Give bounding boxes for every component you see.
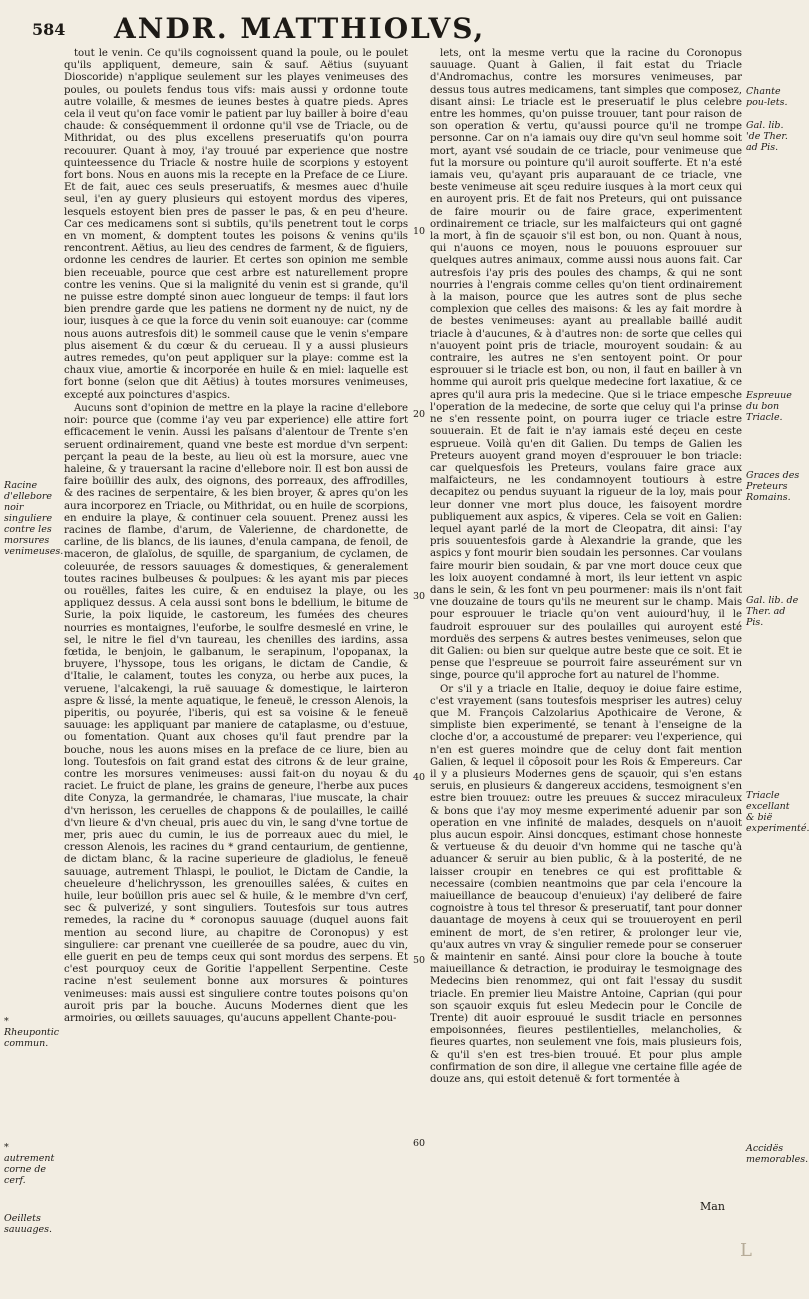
margin-note: Chante pou-lets. (746, 86, 788, 108)
line-number: 50 (412, 955, 426, 966)
right-column (430, 48, 742, 1086)
line-number: 60 (412, 1138, 426, 1149)
paragraph: tout le venin. Ce qu'ils cognoissent quand la poule, ou le poulet qu'ils appliquent, demeure, sain & sauf. Aëtius (suyuant Dioscoride) n'applique seulement sur les playes venimeuses des poules, ou poulets fendus tous vifs: mais aussi y ordonne toute autre volaille, & mesmes de ieunes bestes à quatre pieds. Apres cela il veut qu'on face vomir le patient par luy bailler à boire d'eau chaude: & conséquemment il ordonne qu'il vse de Triacle, ou de Mithridat, ou des plus excellens preseruatifs qu'on pourra recouurer. Quant à moy, i'ay trouué par experience que nostre quinteessence du Triacle & nostre huile de scorpions y estoyent fort bons. Nous en auons mis la recepte en la Preface de ce Liure. Et de fait, auec ces seuls preseruatifs, & mesmes auec d'huile seul, i'en ay guery plusieurs qui estoyent mordus des viperes, lesquels estoyent bien pres de passer le pas, & en peu d'heure. Car ces medicamens sont si subtils, qu'ils penetrent tout le corps en vn moment, & domptent toutes les poisons & venins qu'ils rencontrent. Aëtius, au lieu des cendres de farment, & de figuiers, ordonne les cendres de laurier. Et certes son opinion me semble bien receuable, pource que cest arbre est naturellement propre contre les venins. Que si la malignité du venin est si grande, qu'il ne puisse estre dompté sinon auec longueur de temps: il faut lors bien prendre garde que les patiens ne dorment ny de nuict, ny de iour, iusques à ce que la force du venin soit euanouye: car (comme nous auons autresfois dit) le sommeil cause que le venin s'empare plus aisement & du cœur & du cerueau. Il y a aussi plusieurs autres remedes, qu'on peut appliquer sur la playe: comme est la chaux viue, amortie & incorporée en huile & en miel: laquelle est fort bonne (selon que dit Aëtius) à toutes morsures venimeuses, excepté aux poinctures d'aspics. (64, 48, 408, 401)
running-title: ANDR. MATTHIOLVS, (114, 12, 486, 45)
paragraph: Or s'il y a triacle en Italie, dequoy ie doiue faire estime, c'est vrayement (sans toutesfois mespriser les autres) celuy que M. François Calzolarius Apothicaire de Verone, & simpliste bien experimenté, se tenant à l'enseigne de la cloche d'or, a accoustumé de preparer: veu l'experience, qui n'en est gueres moindre que de celuy dont fait mention Galien, & lequel il côposoit pour les Rois & Empereurs. Car il y a plusieurs Modernes gens de sçauoir, qui s'en estans seruis, en plusieurs & dangereux accidens, tesmoignent s'en estre bien trouuez: outre les preuues & succez miraculeux & bons que i'ay moy mesme experimenté aduenir par son operation en vne infinité de malades, desquels on n'auoit plus aucun espoir. Ainsi doncques, estimant chose honneste & vertueuse & du deuoir d'vn homme qui ne tasche qu'à aduancer & seruir au bien public, & à la posterité, de ne laisser croupir en tenebres ce qui est profittable & necessaire (combien neantmoins que par cela i'encoure la maiueillance de beaucoup d'enuieux) i'ay deliberé de faire cognoistre à tous tel thresor & preseruatif, tant pour donner dauantage de moyens à ceux qui se trouueroyent en peril eminent de mort, de s'en retirer, & prolonger leur vie, qu'aux autres vn vray & singulier remede pour se conseruer & maintenir en santé. Ainsi pour clore la bouche à toute maiueillance & detraction, ie produiray le tesmoignage des Medecins bien renommez, qui ont fait l'essay du susdit triacle. En premier lieu Maistre Antoine, Caprian (qui pour son sçauoir exquis fut esleu Medecin pour le Concile de Trente) dit auoir esprouué le susdit triacle en personnes empoisonnées, fieures pestilentielles, melancholies, & fieures quartes, non seulement vne fois, mais plusieurs fois, & qu'il s'en est tres-bien trouué. Et pour plus ample confirmation de son dire, il allegue vne certaine fille agée de douze ans, qui estoit detenuë & fort tormentée à (430, 683, 742, 1086)
margin-note: * autrement corne de cerf. (4, 1142, 55, 1186)
margin-note: Gal. lib. de Ther. ad Pis. (746, 595, 799, 628)
margin-note: Graces des Preteurs Romains. (746, 470, 800, 503)
page-number: 584 (32, 20, 66, 39)
margin-note: * Rheupontic commun. (4, 1016, 60, 1049)
line-number: 20 (412, 409, 426, 420)
page-header (26, 8, 746, 44)
line-number: 40 (412, 772, 426, 783)
margin-note: Oeillets sauuages. (4, 1213, 53, 1235)
fold-mark: L (740, 1240, 752, 1261)
margin-note: Gal. lib. 'de Ther. ad Pis. (746, 120, 788, 153)
line-number: 10 (412, 226, 426, 237)
paragraph: lets, ont la mesme vertu que la racine du Coronopus sauuage. Quant à Galien, il fait estat du Triacle d'Andromachus, contre les morsures venimeuses, par dessus tous autres medicamens, tant simples que composez, disant ainsi: Le triacle est le preseruatif le plus celebre entre les hommes, qu'on puisse trouuer, tant pour raison de son operation & vertu, qu'aussi pource qu'il ne trompe personne. Car on n'a iamais ouy dire qu'vn seul homme soit mort, ayant vsé soudain de ce triacle, pour venimeuse que fut la morsure ou pointure qu'il auroit soufferte. Et n'a esté iamais veu, qu'ayant pris auparauant de ce triacle, vne beste venimeuse ait sçeu reduire iusques à la mort ceux qui en auroyent pris. Et de fait nos Preteurs, qui ont puissance de faire mourir ou de faire grace, experimentent ordinairement ce triacle, sur les malfaicteurs qui ont gagné la mort, à fin de sçauoir s'il est bon, ou non. Quant à nous, qui n'auons ce moyen, nous le pouuons esprouuer sur quelques autres animaux, comme aussi nous auons fait. Car autresfois i'ay pris des poules des champs, & qui ne sont nourries à l'engrais comme celles qu'on tient ordinairement à la maison, pource que les autres sont de plus seche complexion que celles des maisons: & les ay fait mordre à de bestes venimeuses: ayant au preallable baillé audit triacle à d'aucunes, & à d'autres non: de sorte que celles qui n'auoyent point pris de triacle, mouroyent soudain: & au contraire, les autres ne s'en sentoyent point. Or pour esprouuer si le triacle est bon, ou non, il faut en bailler à vn homme qui auroit pris quelque medecine fort laxatiue, & ce apres qu'il aura pris la medecine. Que si le triace empesche l'operation de la medecine, de sorte que celuy qui l'a prinse ne s'en ressente point, on pourra iuger ce triacle estre souuerain. Et de fait ie n'ay iamais esté deçeu en ceste esprueue. Voilà qu'en dit Galien. Du temps de Galien les Preteurs auoyent grand moyen d'esprouuer le bon triacle: car quelquesfois les Preteurs, voulans faire grace aux malfaicteurs, ne les condamnoyent toutiours à estre decapitez ou pendus suyuant la rigueur de la loy, mais pour leur donner vne mort plus douce, les faisoyent mordre publiquement aux aspics, & viperes. Cela se voit en Galien: lequel ayant parlé de la mort de Cleopatra, dit ainsi: I'ay pris souuentesfois garde à Alexandrie la grande, que les aspics y font mourir bien soudain les personnes. Car voulans faire mourir bien soudain, & par vne mort douce ceux que les loix auoyent condamné à mort, ils leur iettent vn aspic dans le sein, & les font vn peu pourmener: mais ils n'ont fait vne douzaine de tours qu'ils ne meurent sur le champ. Mais pour esprouuer le triacle qu'on vent auiourd'huy, il le faudroit esprouuer sur des poulailles qui auroyent esté morduës des serpens & autres bestes venimeuses, selon que dit Galien: ou bien sur quelque autre beste que ce soit. Et ie pense que l'espreuue se pourroit faire asseurément sur vn singe, pource qu'il approche fort au naturel de l'homme. (430, 48, 742, 682)
catchword: Man (700, 1200, 725, 1213)
margin-note: Espreuue du bon Triacle. (746, 390, 792, 423)
margin-note: Triacle excellant & bië experimenté. (746, 790, 809, 834)
margin-note: Accidës memorables. (746, 1143, 809, 1165)
left-column (64, 48, 408, 1025)
margin-note: Racine d'ellebore noir singuliere contre les morsures venimeuses. (4, 480, 64, 557)
paragraph: Aucuns sont d'opinion de mettre en la playe la racine d'ellebore noir: pource que (comme i'ay veu par experience) elle attire fort efficacement le venin. Aussi les païsans d'alentour de Trente s'en seruent ordinairement, quand vne beste est mordue d'vn serpent: perçant la peau de la beste, au lieu où est la morsure, auec vne haleine, & y trauersant la racine d'ellebore noir. Il est bon aussi de faire boüillir des aulx, des oignons, des porreaux, des affrodilles, & des racines de serpentaire, & les bien broyer, & apres qu'on les aura incorporez en Triacle, ou Mithridat, ou en huile de scorpions, en enduire la playe, & continuer cela souuent. Prenez aussi les racines de flambe, d'arum, de Valerienne, de chardonette, de carline, de lis blancs, de lis iaunes, d'enula campana, de fenoil, de maceron, de glaïolus, de squille, de sparganium, de cyclamen, de coleuurée, de ressors sauuages & domestiques, & generalement toutes racines bulbeuses & poulpues: & les ayant mis par pieces ou rouëlles, faites les cuire, & en enduisez la playe, ou les appliquez dessus. A cela aussi sont bons le bdellium, le bitume de Surie, la poix liquide, le castoreum, les fumées des cheures nourries es montaignes, l'euforbe, le soulfre desmeslé en vrine, le sel, le nitre le fiel d'vn taureau, les chenilles des iardins, assa fœtida, le benjoin, le galbanum, le serapinum, l'opopanax, la bruyere, l'hyssope, tous les origans, le dictam de Candie, & d'Italie, le calament, toutes les conyza, ou herbe aux puces, la veruene, l'alcakengi, la ruë sauuage & domestique, le lairteron aspre & lissé, la mente aquatique, le feneuë, le cresson Alenois, la piperitis, ou poyurée, l'iberis, qui est sa voisine & le feneuë sauuage: les appliquant par maniere de cataplasme, ou d'estuue, ou fomentation. Quant aux choses qu'il faut prendre par la bouche, nous les auons mises en la preface de ce liure, bien au long. Toutesfois on fait grand estat des citrons & de leur graine, contre les morsures venimeuses: aussi fait-on du noyau & du raciet. Le fruict de plane, les grains de geneure, l'herbe aux puces dite Conyza, la germandrée, le chamaras, l'iue muscate, la chair d'vn herisson, les ceruelles de chappons & de poulailles, le caillé d'vn lieure & d'vn cheual, pris auec du vin, le sang d'vne tortue de mer, pris auec du cumin, le ius de porreaux auec du miel, le cresson Alenois, les racines du * grand centaurium, de gentienne, de dictam blanc, & la racine superieure de gladiolus, le feneuë sauuage, autrement Thlaspi, le pouliot, le Dictam de Candie, la cheueleure d'helichrysson, les grenouilles salées, & cuites en huile, leur boüillon pris auec sel & huile, & le membre d'vn cerf, sec & pulverizé, y sont singuliers. Toutesfois sur tous autres remedes, la racine du * coronopus sauuage (duquel auons fait mention au second liure, au chapitre de Coronopus) y est singuliere: car prenant vne cueillerée de sa poudre, auec du vin, elle guerit en peu de temps ceux qui sont mordus des serpens. Et c'est pourquoy ceux de Goritie l'appellent Serpentine. Ceste racine n'est seulement bonne aux morsures & pointures venimeuses: mais aussi est singuliere contre toutes poisons qu'on auroit pris par la bouche. Aucuns Modernes dient que les armoiries, ou œillets sauuages, qu'aucuns appellent Chante-pou- (64, 402, 408, 1025)
line-number: 30 (412, 591, 426, 602)
